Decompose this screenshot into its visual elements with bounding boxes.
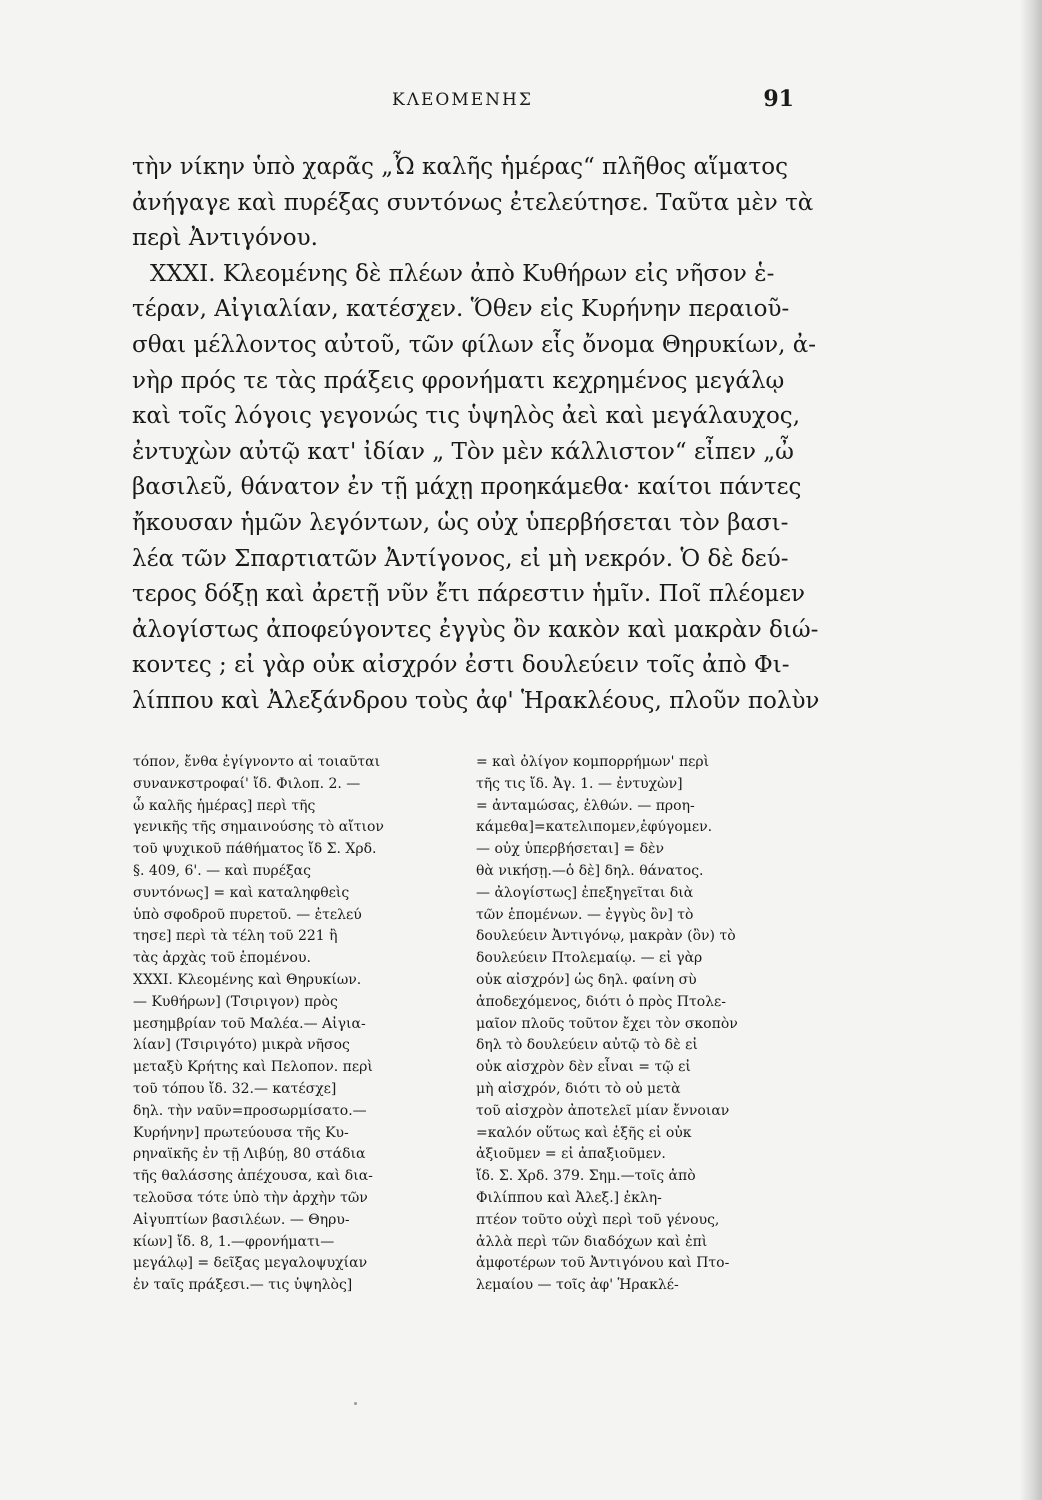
- note-line: τὰς ἀρχὰς τοῦ ἑπομένου.: [133, 950, 311, 967]
- note-line: δουλεύειν Πτολεμαίῳ. — εἰ γὰρ: [476, 950, 703, 967]
- note-line: ἀμφοτέρων τοῦ Ἀντιγόνου καὶ Πτο-: [476, 1255, 730, 1272]
- note-line: τελοῦσα τότε ὑπὸ τὴν ἀρχὴν τῶν: [133, 1189, 368, 1206]
- note-line: — ἀλογίστως] ἐπεξηγεῖται διὰ: [476, 884, 694, 901]
- note-line: ὑπὸ σφοδροῦ πυρετοῦ. — ἐτελεύ: [133, 906, 362, 923]
- page-number: 91: [763, 86, 794, 112]
- main-line: βασιλεῦ, θάνατον ἐν τῇ μάχῃ προηκάμεθα· καίτοι πάντες: [132, 474, 802, 501]
- note-line: τῶν ἑπομένων. — ἐγγὺς ὂν] τὸ: [476, 906, 694, 923]
- note-line: γενικῆς τῆς σημαινούσης τὸ αἴτιον: [133, 819, 384, 836]
- note-line: ἴδ. Σ. Χρδ. 379. Σημ.—τοῖς ἀπὸ: [476, 1168, 696, 1185]
- note-line: ἐν ταῖς πράξεσι.— τις ὑψηλὸς]: [133, 1277, 353, 1294]
- note-line: — οὐχ ὑπερβήσεται] = δὲν: [476, 841, 665, 858]
- note-line: XXXI. Κλεομένης καὶ Θηρυκίων.: [133, 971, 362, 988]
- note-line: μαῖον πλοῦς τοῦτον ἔχει τὸν σκοπὸν: [476, 1015, 738, 1032]
- note-line: τοῦ αἰσχρὸν ἀποτελεῖ μίαν ἔννοιαν: [476, 1102, 730, 1119]
- note-line: ὦ καλῆς ἡμέρας] περὶ τῆς: [133, 797, 316, 814]
- note-line: = καὶ ὀλίγον κομπορρήμων' περὶ: [476, 754, 710, 770]
- note-line: Φιλίππου καὶ Ἀλεξ.] ἐκλη-: [476, 1189, 662, 1206]
- main-line: λίππου καὶ Ἀλεξάνδρου τοὺς ἀφ' Ἡρακλέους, πλοῦν πολὺν: [132, 687, 820, 714]
- note-line: ρηναϊκῆς ἐν τῇ Λιβύῃ, 80 στάδια: [133, 1146, 366, 1163]
- note-line: ἀξιοῦμεν = εἰ ἀπαξιοῦμεν.: [476, 1146, 666, 1163]
- main-text-block: [132, 150, 820, 720]
- note-line: οὐκ αἰσχρὸν δὲν εἶναι = τῷ εἰ: [476, 1059, 691, 1076]
- note-line: §. 409, 6'. — καὶ πυρέξας: [133, 862, 311, 879]
- note-line: τόπον, ἔνθα ἐγίγνοντο αἱ τοιαῦται: [133, 754, 381, 770]
- stray-ink-dot: [354, 1402, 357, 1405]
- main-line: λέα τῶν Σπαρτιατῶν Ἀντίγονος, εἰ μὴ νεκρόν. Ὁ δὲ δεύ-: [132, 545, 789, 572]
- note-line: συνανκστροφαί' ἴδ. Φιλοπ. 2. —: [133, 775, 361, 792]
- note-line: πτέον τοῦτο οὐχὶ περὶ τοῦ γένους,: [476, 1211, 720, 1228]
- note-line: μεγάλῳ] = δεῖξας μεγαλοψυχίαν: [133, 1255, 368, 1272]
- notes-right-column: [476, 752, 798, 1297]
- main-line: ἤκουσαν ἡμῶν λεγόντων, ὡς οὐχ ὑπερβήσεται τὸν βασι-: [132, 509, 789, 536]
- note-line: =καλόν οὕτως καὶ ἑξῆς εἰ οὐκ: [476, 1124, 692, 1141]
- main-line: τερος δόξῃ καὶ ἀρετῇ νῦν ἔτι πάρεστιν ἡμῖν. Ποῖ πλέομεν: [132, 581, 806, 608]
- main-line: XXXI. Κλεομένης δὲ πλέων ἀπὸ Κυθήρων εἰς νῆσον ἑ-: [150, 260, 775, 287]
- note-line: λεμαίου — τοῖς ἀφ' Ἡρακλέ-: [476, 1277, 679, 1294]
- note-line: συντόνως] = καὶ καταληφθεὶς: [133, 884, 350, 901]
- note-line: δουλεύειν Ἀντιγόνῳ, μακρὰν (ὂν) τὸ: [476, 928, 736, 945]
- note-line: λίαν] (Τσιριγότο) μικρὰ νῆσος: [133, 1037, 350, 1054]
- main-line: ἐντυχὼν αὐτῷ κατ' ἰδίαν „ Τὸν μὲν κάλλιστον“ εἶπεν „ὦ: [132, 438, 794, 465]
- note-line: τοῦ τόπου ἴδ. 32.— κατέσχε]: [133, 1080, 337, 1097]
- note-line: — Κυθήρων] (Τσιριγον) πρὸς: [133, 993, 338, 1010]
- note-line: μεσημβρίαν τοῦ Μαλέα.— Αἰγια-: [133, 1015, 366, 1032]
- note-line: τοῦ ψυχικοῦ πάθήματος ἴδ Σ. Χρδ.: [133, 841, 377, 858]
- note-line: κάμεθα]=κατελιπομεν,ἐφύγομεν.: [476, 819, 713, 836]
- main-line: περὶ Ἀντιγόνου.: [132, 225, 318, 252]
- main-line: νὴρ πρός τε τὰς πράξεις φρονήματι κεχρημένος μεγάλῳ: [132, 367, 785, 394]
- running-head: ΚΛΕΟΜΕΝΗΣ: [392, 90, 533, 110]
- note-line: τῆς τις ἴδ. Ἀγ. 1. — ἐντυχὼν]: [476, 775, 683, 792]
- note-line: τῆς θαλάσσης ἀπέχουσα, καὶ δια-: [133, 1168, 373, 1185]
- note-line: κίων] ἴδ. 8, 1.—φρονήματι—: [133, 1233, 335, 1250]
- note-line: Αἰγυπτίων βασιλέων. — Θηρυ-: [133, 1211, 350, 1228]
- main-line: ἀλογίστως ἀποφεύγοντες ἐγγὺς ὂν κακὸν καὶ μακρὰν διώ-: [132, 616, 819, 643]
- note-line: Κυρήνην] πρωτεύουσα τῆς Κυ-: [133, 1124, 349, 1141]
- main-line: ἀνήγαγε καὶ πυρέξας συντόνως ἐτελεύτησε. Ταῦτα μὲν τὰ: [132, 189, 814, 216]
- note-line: δηλ. τὴν ναῦν=προσωρμίσατο.—: [133, 1102, 367, 1119]
- page-edge-shadow: [1020, 0, 1042, 1500]
- main-line: κοντες ; εἰ γὰρ οὐκ αἰσχρόν ἐστι δουλεύειν τοῖς ἀπὸ Φι-: [132, 652, 790, 679]
- commentary-notes: [133, 752, 798, 1297]
- note-line: θὰ νικήσῃ.—ὁ δὲ] δηλ. θάνατος.: [476, 862, 704, 879]
- main-line: τὴν νίκην ὑπὸ χαρᾶς „Ὦ καλῆς ἡμέρας“ πλῆθος αἵματος: [132, 154, 788, 180]
- note-line: μεταξὺ Κρήτης καὶ Πελοπον. περὶ: [133, 1059, 373, 1076]
- notes-left-column: [133, 752, 455, 1297]
- note-line: ἀλλὰ περὶ τῶν διαδόχων καὶ ἐπὶ: [476, 1233, 708, 1250]
- page-header: [132, 86, 794, 120]
- main-line: καὶ τοῖς λόγοις γεγονώς τις ὑψηλὸς ἀεὶ καὶ μεγάλαυχος,: [132, 403, 800, 430]
- main-line: τέραν, Αἰγιαλίαν, κατέσχεν. Ὅθεν εἰς Κυρήνην περαιοῦ-: [132, 296, 790, 323]
- note-line: μὴ αἰσχρόν, διότι τὸ οὐ μετὰ: [476, 1080, 681, 1097]
- note-line: δηλ τὸ δουλεύειν αὐτῷ τὸ δὲ εἰ: [476, 1037, 698, 1054]
- note-line: ἀποδεχόμενος, διότι ὁ πρὸς Πτολε-: [476, 993, 727, 1010]
- note-line: τησε] περὶ τὰ τέλη τοῦ 221 ἢ: [133, 928, 338, 945]
- note-line: οὐκ αἰσχρόν] ὡς δηλ. φαίνη σὺ: [476, 971, 697, 988]
- main-line: σθαι μέλλοντος αὐτοῦ, τῶν φίλων εἷς ὄνομα Θηρυκίων, ἀ-: [132, 331, 817, 358]
- note-line: = ἀνταμώσας, ἐλθών. — προη-: [476, 797, 695, 814]
